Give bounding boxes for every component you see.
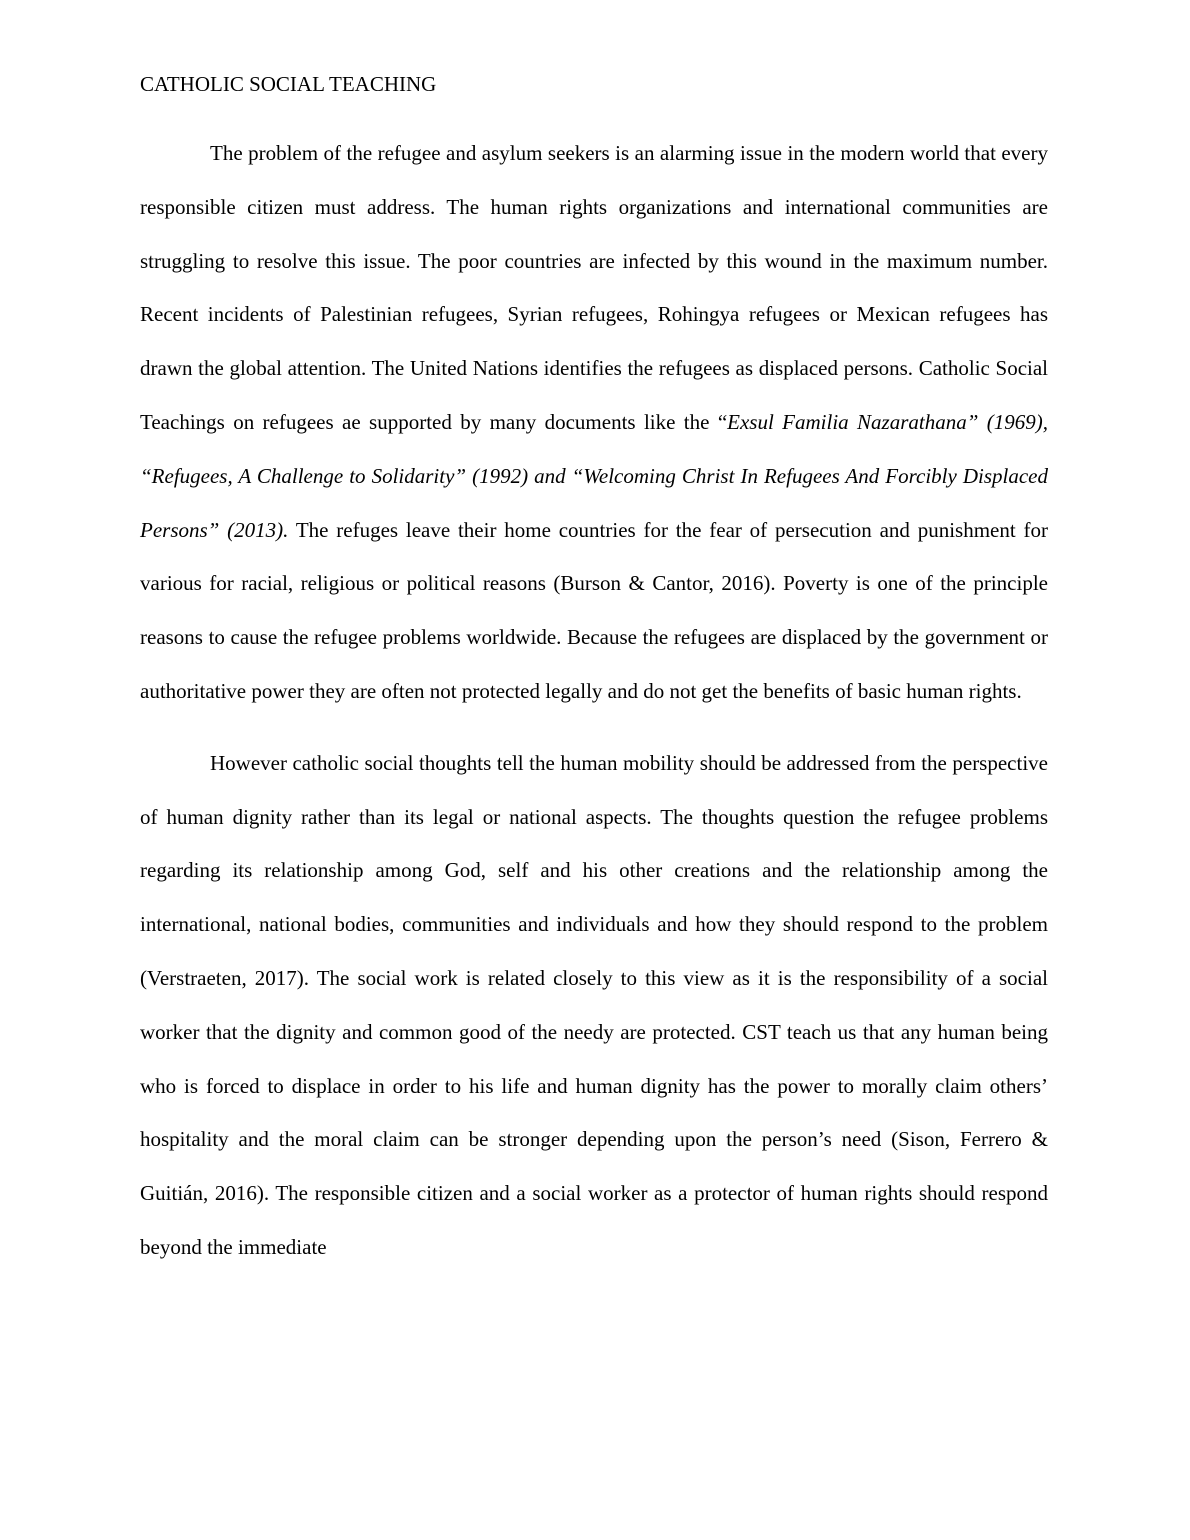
- paragraph-1-cited-documents: Exsul Familia Nazarathana” (1969), “Refugees, A Challenge to Solidarity” (1992) and “Welcoming Christ In Refugees And Forcibly Displaced Persons” (2013).: [140, 409, 1048, 542]
- paragraph-2: However catholic social thoughts tell the human mobility should be addressed from the perspective of human dignity rather than its legal or national aspects. The thoughts question the refugee problems regarding its relationship among God, self and his other creations and the relationship among the international, national bodies, communities and individuals and how they should respond to the problem (Verstraeten, 2017). The social work is related closely to this view as it is the responsibility of a social worker that the dignity and common good of the needy are protected. CST teach us that any human being who is forced to displace in order to his life and human dignity has the power to morally claim others’ hospitality and the moral claim can be stronger depending upon the person’s need (Sison, Ferrero & Guitián, 2016). The responsible citizen and a social worker as a protector of human rights should respond beyond the immediate: [140, 750, 1048, 1259]
- running-head: CATHOLIC SOCIAL TEACHING: [140, 72, 437, 96]
- paragraph-1-text-a: The problem of the refugee and asylum seekers is an alarming issue in the modern world that every responsible citizen must address. The human rights organizations and international communities are struggling to resolve this issue. The poor countries are infected by this wound in the maximum number. Recent incidents of Palestinian refugees, Syrian refugees, Rohingya refugees or Mexican refugees has drawn the global attention. The United Nations identifies the refugees as displaced persons. Catholic Social Teachings on refugees ae supported by many documents like the “: [140, 141, 1048, 434]
- paragraph-1-text-b: The refuges leave their home countries for the fear of persecution and punishment for various for racial, religious or political reasons (Burson & Cantor, 2016). Poverty is one of the principle reasons to cause the refugee problems worldwide. Because the refugees are displaced by the government or authoritative power they are often not protected legally and do not get the benefits of basic human rights.: [140, 517, 1048, 703]
- paragraph-1: [140, 127, 1048, 719]
- document-body: [140, 127, 1048, 1275]
